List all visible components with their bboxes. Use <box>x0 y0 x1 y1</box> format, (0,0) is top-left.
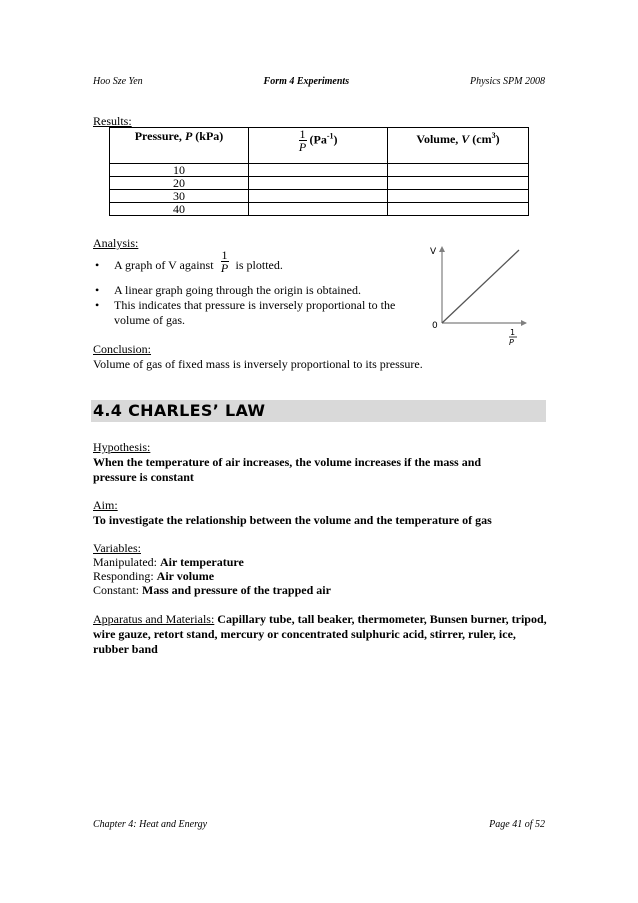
linear-graph-line <box>442 250 519 323</box>
graph-x-label-num: 1 <box>510 328 516 337</box>
pressure-cell: 10 <box>110 164 249 177</box>
header-subject: Physics SPM 2008 <box>470 76 545 87</box>
aim-text: To investigate the relationship between the volume and the temperature of gas <box>93 513 492 527</box>
one-over-p-fraction: $\frac{1}{P}$ <box>298 127 307 154</box>
results-heading: Results: <box>93 114 132 128</box>
header-title: Form 4 Experiments <box>263 76 350 87</box>
hypothesis-heading: Hypothesis: <box>93 440 151 454</box>
conclusion-heading: Conclusion: <box>93 342 152 356</box>
graph-y-label: V <box>430 247 437 257</box>
hypothesis-text: When the temperature of air increases, the volume increases if the mass and pressure is constant <box>93 455 482 484</box>
inverse-pressure-column-header: $\frac{1}{P}$ $(Pa^{-1})$ <box>249 128 388 164</box>
pressure-column-header: Pressure, P (kPa) <box>110 128 249 164</box>
footer-page-number: Page 41 of 52 <box>489 819 545 830</box>
table-row <box>110 164 529 177</box>
volume-column-header: Volume, V $(cm^3)$ <box>388 128 529 164</box>
graph-origin-label: 0 <box>432 321 438 331</box>
v-versus-inverse-p-graph <box>424 238 534 348</box>
table-row <box>110 177 529 190</box>
constant-variable: Constant: Mass and pressure of the trapped air <box>93 583 331 597</box>
manipulated-variable: Manipulated: Air temperature <box>93 555 244 569</box>
table-row <box>110 190 529 203</box>
section-banner <box>91 400 546 422</box>
pressure-cell: 20 <box>110 177 249 190</box>
apparatus-paragraph: Apparatus and Materials: Capillary tube, tall beaker, thermometer, Bunsen burner, tripod, wire gauze, retort stand, mercury or concentrated sulphuric acid, stirrer, ruler, ice, rubber band <box>93 612 547 656</box>
variables-heading: Variables: <box>93 541 141 555</box>
header-author: Hoo Sze Yen <box>93 76 143 87</box>
analysis-heading: Analysis: <box>93 236 139 250</box>
aim-heading: Aim: <box>93 498 118 512</box>
page-footer <box>93 819 545 830</box>
page-header <box>93 76 545 87</box>
table-header-row <box>110 128 529 164</box>
responding-variable: Responding: Air volume <box>93 569 215 583</box>
section-title: 4.4 CHARLES’ LAW <box>93 401 266 420</box>
conclusion-text: Volume of gas of fixed mass is inversely proportional to its pressure. <box>93 357 423 371</box>
document-page: Hoo Sze Yen Form 4 Experiments Physics SPM 2008 Results: Pressure, P (kPa) $\frac{1}{P}$ $(Pa^{-1})$ Volume, V $(cm^3)$ 10 20 30 40 Analysis: • A graph of V against $\frac{1}{P}$ is plotted. • A linear graph going through the origin is obtained. • This indicates that pressure is inversely proportional to the volume of gas. V 0 1 P Conclusion: Volume of gas of fixed mass is inversely proportional to its pressure. 4.4 CHARLES’ LAW Hypothesis: When the temperature of air increases, the volume increases if the mass and pressure is constant Aim: To investigate the relationship between the volume and the temperature of gas Variables: Manipulated: Air temperature Responding: Air volume Constant: Mass and pressure of the trapped air Apparatus and Materials: Capillary tube, tall beaker, thermometer, Bunsen burner, tripod, wire gauze, retort stand, mercury or concentrated sulphuric acid, stirrer, ruler, ice, rubber band Chapter 4: Heat and Energy Page 41 of 52 <box>93 76 547 830</box>
y-axis-arrow-icon <box>439 246 445 252</box>
one-over-p-fraction: $\frac{1}{P}$ <box>220 247 229 275</box>
footer-chapter: Chapter 4: Heat and Energy <box>93 819 208 830</box>
x-axis-arrow-icon <box>521 320 527 326</box>
table-row <box>110 203 529 216</box>
pressure-cell: 40 <box>110 203 249 216</box>
pressure-cell: 30 <box>110 190 249 203</box>
graph-x-label-den: P <box>509 338 514 347</box>
results-table <box>109 127 529 216</box>
